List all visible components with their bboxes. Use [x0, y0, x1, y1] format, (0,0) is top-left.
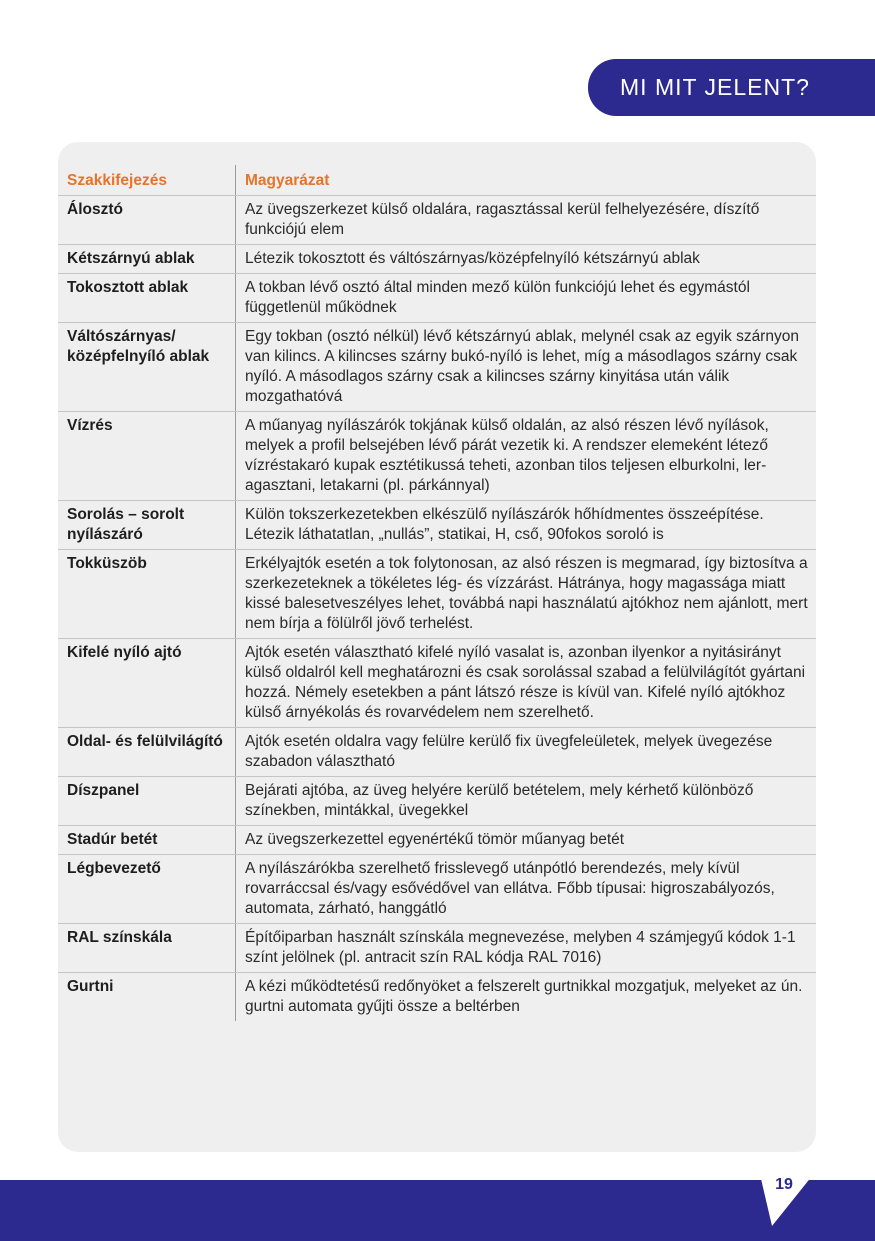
explanation-cell: Az üvegszerkezettel egyenértékű tömör műanyag betét [245, 831, 625, 848]
explanation-cell: A nyílászárókba szerelhető frisslevegő utánpótló berendezés, mely kívül rovarráccsal és/vagy esővédővel van ellátva. Főbb típusai: higroszabályozós, automata, zárható, hanggátló [245, 860, 775, 917]
term-cell: Díszpanel [58, 777, 236, 825]
table-row [58, 777, 816, 826]
column-header-explanation: Magyarázat [245, 172, 330, 189]
section-title-tab [588, 59, 875, 116]
table-row [58, 323, 816, 412]
table-row [58, 550, 816, 639]
table-row [58, 245, 816, 274]
explanation-cell: Építőiparban használt színskála megnevezése, melyben 4 számjegyű kódok 1-1 színt jelölnek (pl. antracit szín RAL kódja RAL 7016) [245, 929, 796, 966]
explanation-cell: Az üvegszerkezet külső oldalára, ragasztással kerül felhelyezésére, díszítő funkciójú elem [245, 201, 760, 238]
term-cell: Oldal- és felülvilágító [58, 728, 236, 776]
section-title: MI MIT JELENT? [620, 74, 810, 100]
term-cell: Légbevezető [58, 855, 236, 923]
table-row [58, 973, 816, 1021]
term-cell: Kétszárnyú ablak [58, 245, 236, 273]
explanation-cell: Erkélyajtók esetén a tok folytonosan, az alsó részen is megmarad, így biztosítva a szerkezeteknek a tökéletes lég- és vízzárást. Hátránya, hogy magassága miatt kissé balesetveszélyes lehet, továbbá napi használatú ajtókhoz nem ajánlott, mert nem bírja a fölülről jövő terhelést. [245, 555, 808, 632]
explanation-cell: Ajtók esetén választható kifelé nyíló vasalat is, azonban ilyenkor a nyitásirányt külső oldalról kell meghatározni és csak sorolással szabad a felülvilágítót gyártani hozzá. Némely esetekben a pánt látszó része is kívül van. Kifelé nyíló ajtókhoz külső árnyékolás és rovarvédelem nem szerelhető. [245, 644, 806, 721]
term-cell: Stadúr betét [58, 826, 236, 854]
term-cell: Váltószárnyas/ középfelnyíló ablak [58, 323, 236, 411]
table-row [58, 274, 816, 323]
explanation-cell: Külön tokszerkezetekben elkészülő nyílászárók hőhídmentes összeépítése. Létezik láthatatlan, „nullás”, statikai, H, cső, 90fokos soroló is [245, 506, 764, 543]
term-cell: Kifelé nyíló ajtó [58, 639, 236, 727]
glossary-table [58, 165, 816, 1021]
term-cell: RAL színskála [58, 924, 236, 972]
page-number: 19 [775, 1176, 793, 1193]
table-row [58, 196, 816, 245]
explanation-cell: Ajtók esetén oldalra vagy felülre kerülő fix üvegfeleületek, melyek üvegezése szabadon választható [245, 733, 773, 770]
explanation-cell: Bejárati ajtóba, az üveg helyére kerülő betételem, mely kérhető különböző színekben, mintákkal, üvegekkel [245, 782, 754, 819]
explanation-cell: A tokban lévő osztó által minden mező külön funkciójú lehet és egymástól függetlenül működnek [245, 279, 750, 316]
explanation-cell: Létezik tokosztott és váltószárnyas/középfelnyíló kétszárnyú ablak [245, 250, 700, 267]
table-row [58, 412, 816, 501]
term-cell: Gurtni [58, 973, 236, 1021]
term-cell: Vízrés [58, 412, 236, 500]
table-row [58, 501, 816, 550]
table-row [58, 855, 816, 924]
page-number-tab [758, 1166, 820, 1226]
table-row [58, 728, 816, 777]
table-row [58, 826, 816, 855]
table-header-row [58, 165, 816, 196]
term-cell: Tokküszöb [58, 550, 236, 638]
explanation-cell: A műanyag nyílászárók tokjának külső oldalán, az alsó részen lévő nyílások, melyek a profil belsejében lévő párát vezetik ki. A rendszer elemeként létező vízréstakaró kupak esztétikussá teheti, azonban tilos teljesen elburkolni, leragasztani, letakarni (pl. párkánnyal) [245, 417, 769, 494]
term-cell: Tokosztott ablak [58, 274, 236, 322]
term-cell: Sorolás – sorolt nyílászáró [58, 501, 236, 549]
explanation-cell: Egy tokban (osztó nélkül) lévő kétszárnyú ablak, melynél csak az egyik szárnyon van kilincs. A kilincses szárny bukó-nyíló is lehet, míg a másodlagos szárny csak nyíló. A másodlagos szárny csak a kilincses szárny kinyitása után válik mozgathatóvá [245, 328, 799, 405]
explanation-cell: A kézi működtetésű redőnyöket a felszerelt gurtnikkal mozgatjuk, melyeket az ún. gurtni automata gyűjti össze a beltérben [245, 978, 803, 1015]
table-row [58, 639, 816, 728]
table-row [58, 924, 816, 973]
column-header-term: Szakkifejezés [58, 165, 236, 195]
term-cell: Álosztó [58, 196, 236, 244]
footer-bar [0, 1180, 875, 1241]
